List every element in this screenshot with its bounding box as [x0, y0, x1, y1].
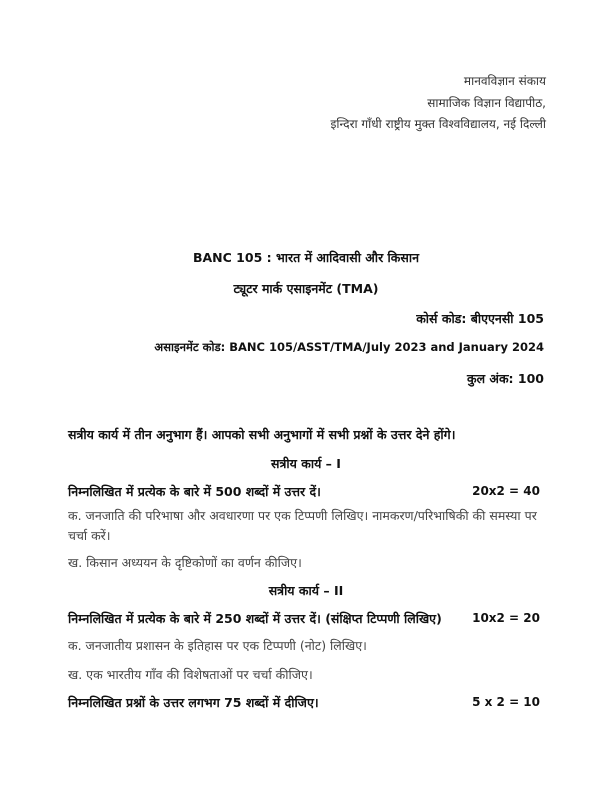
total-marks: कुल अंक: 100 — [466, 371, 544, 386]
section2-question-b: ख. एक भारतीय गाँव की विशेषताओं पर चर्चा कीजिए। — [68, 667, 313, 682]
faculty-name: मानवविज्ञान संकाय — [463, 74, 546, 88]
section2-instruction: निम्नलिखित में प्रत्येक के बारे में 250 शब्दों में उत्तर दें। (संक्षिप्त टिप्पणी लिखिए) — [68, 611, 442, 626]
general-instruction: सत्रीय कार्य में तीन अनुभाग हैं। आपको सभी अनुभागों में सभी प्रश्नों के उत्तर देने होंगे। — [68, 427, 456, 442]
section3-instruction: निम्नलिखित प्रश्नों के उत्तर लगभग 75 शब्दों में दीजिए। — [68, 695, 319, 710]
section2-marks: 10x2 = 20 — [472, 611, 540, 625]
tma-title: ट्यूटर मार्क एसाइनमेंट (TMA) — [233, 281, 379, 296]
assignment-code: असाइनमेंट कोड: BANC 105/ASST/TMA/July 2023 and January 2024 — [154, 340, 544, 354]
school-name: सामाजिक विज्ञान विद्यापीठ, — [427, 96, 546, 110]
section1-instruction: निम्नलिखित में प्रत्येक के बारे में 500 शब्दों में उत्तर दें। — [68, 484, 321, 499]
course-title: BANC 105 : भारत में आदिवासी और किसान — [192, 250, 420, 265]
section1-question-b: ख. किसान अध्ययन के दृष्टिकोणों का वर्णन कीजिए। — [68, 555, 302, 570]
section1-heading: सत्रीय कार्य – I — [271, 456, 341, 471]
section3-marks: 5 x 2 = 10 — [472, 695, 540, 709]
section1-marks: 20x2 = 40 — [472, 484, 540, 498]
university-name: इन्दिरा गाँधी राष्ट्रीय मुक्त विश्वविद्यालय, नई दिल्ली — [330, 117, 546, 131]
section1-question-a: क. जनजाति की परिभाषा और अवधारणा पर एक टिप्पणी लिखिए। नामकरण/परिभाषिकी की समस्या पर चर्चा करें। — [68, 508, 537, 543]
section2-question-a: क. जनजातीय प्रशासन के इतिहास पर एक टिप्पणी (नोट) लिखिए। — [68, 638, 367, 653]
course-code: कोर्स कोड: बीएएनसी 105 — [416, 311, 544, 326]
section2-heading: सत्रीय कार्य – II — [268, 583, 344, 598]
